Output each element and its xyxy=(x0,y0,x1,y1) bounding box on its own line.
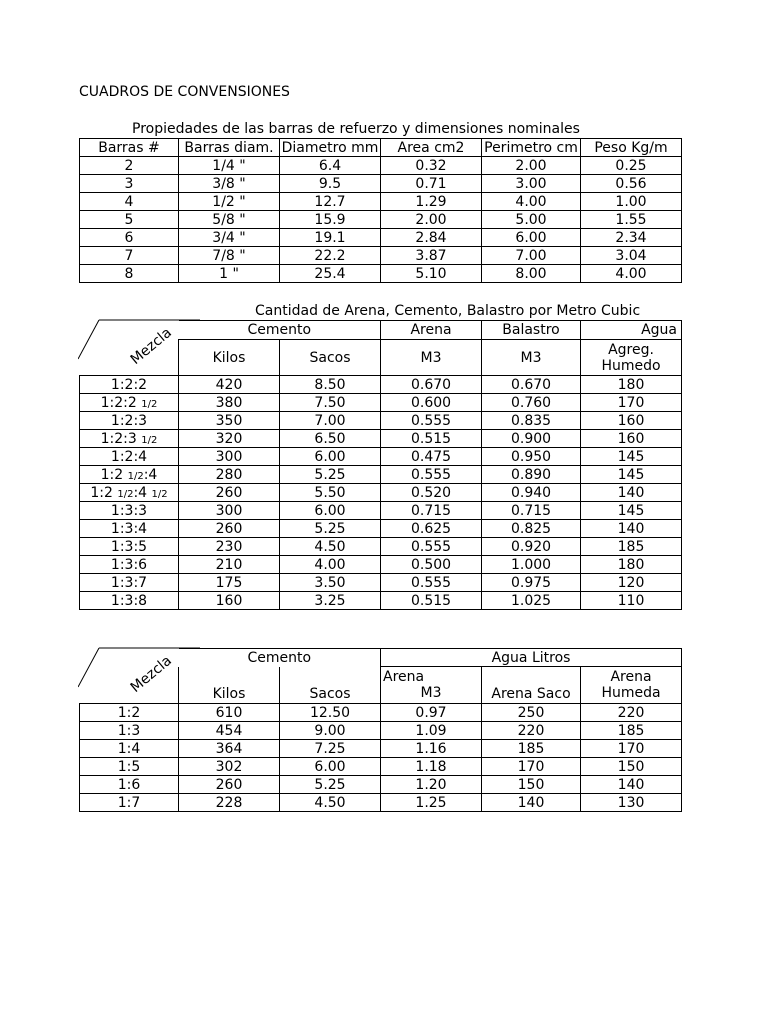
table1-cell: 1/2 " xyxy=(179,193,280,211)
table2-mix-mix: 1:3:5 xyxy=(110,538,148,555)
table2-mix-mix: 1:2 xyxy=(90,484,118,501)
table3-cell: 5.25 xyxy=(280,776,381,794)
table2-sacos-cell: 6.00 xyxy=(280,502,381,520)
table2-arena-cell: 0.500 xyxy=(381,556,482,574)
table1-cell: 7 xyxy=(80,247,179,265)
table2-sacos-cell: 5.25 xyxy=(280,466,381,484)
table2-row xyxy=(80,430,682,448)
table2-sacos-cell: 8.50 xyxy=(280,376,381,394)
table3-sub-sacos: Sacos xyxy=(280,667,381,704)
table2-arena-cell: 0.475 xyxy=(381,448,482,466)
table3-row xyxy=(80,758,682,776)
table3-row xyxy=(80,740,682,758)
table2-mix-frac2: 1/2 xyxy=(151,488,168,500)
table2-mix-cell xyxy=(80,430,179,448)
table3-sub-arena-m3 xyxy=(381,667,482,704)
table2-row xyxy=(80,592,682,610)
table3-cell: 454 xyxy=(179,722,280,740)
table2-group-agua: Agua xyxy=(581,321,682,340)
table2-arena-cell: 0.670 xyxy=(381,376,482,394)
table3-cell: 7.25 xyxy=(280,740,381,758)
table1-cell: 5.00 xyxy=(482,211,581,229)
table2-row xyxy=(80,502,682,520)
table2-mix-mix: 1:3:4 xyxy=(110,520,148,537)
table2-agua-cell: 110 xyxy=(581,592,682,610)
table2-balastro-cell: 0.920 xyxy=(482,538,581,556)
table2-sub-m3-balastro: M3 xyxy=(482,340,581,376)
table1-cell: 3/8 " xyxy=(179,175,280,193)
table2-mix-mix2: :4 xyxy=(143,466,158,483)
table2-mix-mix: 1:2:3 xyxy=(100,430,142,447)
table1-header-cell: Peso Kg/m xyxy=(581,139,682,157)
table2-sub-kilos: Kilos xyxy=(179,340,280,376)
table1-cell: 6.00 xyxy=(482,229,581,247)
table2-mezcla-label: Mezcla xyxy=(127,324,175,368)
table1-cell: 25.4 xyxy=(280,265,381,283)
table3-cell: 170 xyxy=(482,758,581,776)
table2-arena-cell: 0.600 xyxy=(381,394,482,412)
table1-cell: 2.00 xyxy=(482,157,581,175)
table2-row xyxy=(80,466,682,484)
table1-cell: 3 xyxy=(80,175,179,193)
table1-cell: 0.25 xyxy=(581,157,682,175)
table2-mix-mix: 1:2 xyxy=(100,466,128,483)
table2-mix-mix: 1:3:3 xyxy=(110,502,148,519)
table3-cell: 260 xyxy=(179,776,280,794)
table2-agua-cell: 145 xyxy=(581,502,682,520)
table2-mix-cell xyxy=(80,484,179,502)
table2-sacos-cell: 3.50 xyxy=(280,574,381,592)
table1-cell: 0.56 xyxy=(581,175,682,193)
table1-cell: 19.1 xyxy=(280,229,381,247)
table1-cell: 1.55 xyxy=(581,211,682,229)
table3-cell: 140 xyxy=(581,776,682,794)
table3-cell: 1:3 xyxy=(80,722,179,740)
table2-balastro-cell: 0.715 xyxy=(482,502,581,520)
table1-cell: 0.71 xyxy=(381,175,482,193)
table2-kilos-cell: 280 xyxy=(179,466,280,484)
table2-mix-mix: 1:2:2 xyxy=(110,376,148,393)
table1-header-cell: Area cm2 xyxy=(381,139,482,157)
table3-cell: 170 xyxy=(581,740,682,758)
table2-sub-agreg-humedo xyxy=(581,340,682,376)
table3-cell: 1:4 xyxy=(80,740,179,758)
table2-agua-cell: 180 xyxy=(581,556,682,574)
table3-cell: 228 xyxy=(179,794,280,812)
table2-agua-cell: 145 xyxy=(581,448,682,466)
table3-cell: 1.16 xyxy=(381,740,482,758)
table2-mix-mix: 1:3:8 xyxy=(110,592,148,609)
table2-arena-cell: 0.555 xyxy=(381,466,482,484)
table2-mix-cell xyxy=(80,502,179,520)
table2-balastro-cell: 0.825 xyxy=(482,520,581,538)
table1-cell: 7/8 " xyxy=(179,247,280,265)
table1-cell: 8.00 xyxy=(482,265,581,283)
table1-cell: 12.7 xyxy=(280,193,381,211)
table1-cell: 3.00 xyxy=(482,175,581,193)
table1-row xyxy=(80,175,682,193)
document-title: CUADROS DE CONVENSIONES xyxy=(79,84,290,100)
table1-cell: 6.4 xyxy=(280,157,381,175)
table1-cell: 2.00 xyxy=(381,211,482,229)
table3-cell: 610 xyxy=(179,704,280,722)
table3-cell: 0.97 xyxy=(381,704,482,722)
table1-header-row xyxy=(80,139,682,157)
table1-cell: 2 xyxy=(80,157,179,175)
table2-arena-cell: 0.555 xyxy=(381,412,482,430)
table1-cell: 1.00 xyxy=(581,193,682,211)
table2-row xyxy=(80,484,682,502)
table2-mix-frac: 1/2 xyxy=(127,470,144,482)
table1-row xyxy=(80,193,682,211)
table3-sub-arena-saco: Arena Saco xyxy=(482,667,581,704)
table2-agua-cell: 160 xyxy=(581,430,682,448)
table2-arena-cell: 0.715 xyxy=(381,502,482,520)
table2-group-cemento: Cemento xyxy=(179,321,381,340)
table1-header-cell: Perimetro cm xyxy=(482,139,581,157)
table1-cell: 3.87 xyxy=(381,247,482,265)
table2-balastro-cell: 0.835 xyxy=(482,412,581,430)
table3-cell: 6.00 xyxy=(280,758,381,776)
table1-row xyxy=(80,229,682,247)
table3-cell: 250 xyxy=(482,704,581,722)
table3-mezcla-label: Mezcla xyxy=(127,652,175,696)
table2-sub-agreg-line1: Agreg. xyxy=(608,341,654,358)
table2-kilos-cell: 210 xyxy=(179,556,280,574)
table2-mix-frac: 1/2 xyxy=(141,398,158,410)
table2-mix-mix: 1:2:2 xyxy=(100,394,142,411)
table1-cell: 1/4 " xyxy=(179,157,280,175)
table1-cell: 9.5 xyxy=(280,175,381,193)
table1-cell: 3.04 xyxy=(581,247,682,265)
table3-group-agua: Agua Litros xyxy=(381,649,682,667)
table2-agua-cell: 185 xyxy=(581,538,682,556)
table1-caption: Propiedades de las barras de refuerzo y dimensiones nominales xyxy=(132,121,580,137)
table2-mix-mix: 1:3:7 xyxy=(110,574,148,591)
table1-cell: 0.32 xyxy=(381,157,482,175)
table2-kilos-cell: 160 xyxy=(179,592,280,610)
table2-arena-cell: 0.625 xyxy=(381,520,482,538)
table2-sub-sacos: Sacos xyxy=(280,340,381,376)
table1-cell: 4.00 xyxy=(581,265,682,283)
table2-agua-cell: 160 xyxy=(581,412,682,430)
table2-sacos-cell: 4.50 xyxy=(280,538,381,556)
table3-cell: 1.20 xyxy=(381,776,482,794)
table2-row xyxy=(80,520,682,538)
table1-header-cell: Barras diam. xyxy=(179,139,280,157)
table1-row xyxy=(80,157,682,175)
table2-balastro-cell: 0.760 xyxy=(482,394,581,412)
table2-sacos-cell: 6.00 xyxy=(280,448,381,466)
table1-cell: 1 " xyxy=(179,265,280,283)
table2-mix-cell xyxy=(80,412,179,430)
table1-cell: 5 xyxy=(80,211,179,229)
table2-sacos-cell: 7.00 xyxy=(280,412,381,430)
table2-kilos-cell: 350 xyxy=(179,412,280,430)
table1-cell: 7.00 xyxy=(482,247,581,265)
table2-balastro-cell: 1.025 xyxy=(482,592,581,610)
table1-row xyxy=(80,247,682,265)
table2-kilos-cell: 175 xyxy=(179,574,280,592)
table3-cell: 150 xyxy=(482,776,581,794)
table2-caption: Cantidad de Arena, Cemento, Balastro por Metro Cubic xyxy=(255,303,641,319)
table1-row xyxy=(80,265,682,283)
table3-sub-arena-m3-line2: M3 xyxy=(420,685,442,701)
mortar-quantities-table xyxy=(79,648,682,812)
table1-cell: 5/8 " xyxy=(179,211,280,229)
table3-cell: 130 xyxy=(581,794,682,812)
table1-cell: 2.84 xyxy=(381,229,482,247)
table2-kilos-cell: 230 xyxy=(179,538,280,556)
table2-sub-m3-arena: M3 xyxy=(381,340,482,376)
table2-kilos-cell: 300 xyxy=(179,448,280,466)
table3-sub-arena-humeda xyxy=(581,667,682,704)
table2-sacos-cell: 5.50 xyxy=(280,484,381,502)
table2-kilos-cell: 420 xyxy=(179,376,280,394)
table3-row xyxy=(80,722,682,740)
table3-row xyxy=(80,704,682,722)
table2-sub-agreg-line2: Humedo xyxy=(601,357,661,374)
table2-balastro-cell: 0.890 xyxy=(482,466,581,484)
table3-cell: 140 xyxy=(482,794,581,812)
table2-mix-cell xyxy=(80,394,179,412)
table2-row xyxy=(80,574,682,592)
table2-mix-cell xyxy=(80,538,179,556)
table1-cell: 4 xyxy=(80,193,179,211)
table2-arena-cell: 0.520 xyxy=(381,484,482,502)
table1-cell: 8 xyxy=(80,265,179,283)
table2-mix-cell xyxy=(80,448,179,466)
table2-row xyxy=(80,376,682,394)
table2-kilos-cell: 300 xyxy=(179,502,280,520)
table1-cell: 6 xyxy=(80,229,179,247)
table2-row xyxy=(80,394,682,412)
table1-header-cell: Diametro mm xyxy=(280,139,381,157)
table3-sub-arena-humeda-line1: Arena xyxy=(610,669,652,685)
table2-sacos-cell: 7.50 xyxy=(280,394,381,412)
table2-balastro-cell: 0.950 xyxy=(482,448,581,466)
table2-kilos-cell: 260 xyxy=(179,520,280,538)
mix-quantities-table xyxy=(79,320,682,610)
table1-cell: 2.34 xyxy=(581,229,682,247)
table2-arena-cell: 0.515 xyxy=(381,430,482,448)
table1-row xyxy=(80,211,682,229)
table3-sub-arena-humeda-line2: Humeda xyxy=(601,685,661,701)
table2-group-balastro: Balastro xyxy=(482,321,581,340)
table2-mix-frac: 1/2 xyxy=(117,488,134,500)
table2-row xyxy=(80,412,682,430)
table2-mix-frac: 1/2 xyxy=(141,434,158,446)
table3-row xyxy=(80,794,682,812)
table3-cell: 150 xyxy=(581,758,682,776)
table2-arena-cell: 0.555 xyxy=(381,538,482,556)
table2-corner-cell xyxy=(80,321,179,376)
table1-cell: 4.00 xyxy=(482,193,581,211)
table2-mix-cell xyxy=(80,574,179,592)
table3-corner-cell xyxy=(80,649,179,704)
table3-cell: 220 xyxy=(581,704,682,722)
table2-balastro-cell: 0.940 xyxy=(482,484,581,502)
table3-sub-arena-m3-line1: Arena xyxy=(383,669,425,685)
table2-sacos-cell: 3.25 xyxy=(280,592,381,610)
table3-cell: 12.50 xyxy=(280,704,381,722)
table1-cell: 3/4 " xyxy=(179,229,280,247)
table2-agua-cell: 140 xyxy=(581,484,682,502)
table3-cell: 220 xyxy=(482,722,581,740)
table2-agua-cell: 140 xyxy=(581,520,682,538)
table3-row xyxy=(80,776,682,794)
table3-cell: 1:5 xyxy=(80,758,179,776)
table3-cell: 1.09 xyxy=(381,722,482,740)
table3-cell: 302 xyxy=(179,758,280,776)
table1-cell: 1.29 xyxy=(381,193,482,211)
table3-cell: 4.50 xyxy=(280,794,381,812)
table2-mix-cell xyxy=(80,466,179,484)
table2-sacos-cell: 5.25 xyxy=(280,520,381,538)
table2-balastro-cell: 1.000 xyxy=(482,556,581,574)
table2-arena-cell: 0.515 xyxy=(381,592,482,610)
table1-cell: 15.9 xyxy=(280,211,381,229)
table2-row xyxy=(80,556,682,574)
table2-mix-cell xyxy=(80,376,179,394)
table2-kilos-cell: 380 xyxy=(179,394,280,412)
table2-agua-cell: 145 xyxy=(581,466,682,484)
table3-cell: 1:2 xyxy=(80,704,179,722)
table2-agua-cell: 180 xyxy=(581,376,682,394)
table1-header-cell: Barras # xyxy=(80,139,179,157)
table2-mix-mix: 1:3:6 xyxy=(110,556,148,573)
table3-cell: 364 xyxy=(179,740,280,758)
table3-cell: 9.00 xyxy=(280,722,381,740)
table2-mix-cell xyxy=(80,592,179,610)
table3-cell: 1.18 xyxy=(381,758,482,776)
table2-group-arena: Arena xyxy=(381,321,482,340)
table3-sub-kilos: Kilos xyxy=(179,667,280,704)
table1-cell: 22.2 xyxy=(280,247,381,265)
table2-mix-cell xyxy=(80,556,179,574)
table2-agua-cell: 120 xyxy=(581,574,682,592)
table3-cell: 185 xyxy=(581,722,682,740)
table3-group-cemento: Cemento xyxy=(179,649,381,667)
table2-arena-cell: 0.555 xyxy=(381,574,482,592)
bar-properties-table xyxy=(79,138,682,283)
table2-balastro-cell: 0.670 xyxy=(482,376,581,394)
table2-balastro-cell: 0.975 xyxy=(482,574,581,592)
table2-row xyxy=(80,448,682,466)
table3-cell: 1.25 xyxy=(381,794,482,812)
table2-mix-cell xyxy=(80,520,179,538)
table2-kilos-cell: 260 xyxy=(179,484,280,502)
table2-balastro-cell: 0.900 xyxy=(482,430,581,448)
table2-sacos-cell: 4.00 xyxy=(280,556,381,574)
table2-sacos-cell: 6.50 xyxy=(280,430,381,448)
table1-cell: 5.10 xyxy=(381,265,482,283)
table2-kilos-cell: 320 xyxy=(179,430,280,448)
table2-mix-mix: 1:2:4 xyxy=(110,448,148,465)
table2-agua-cell: 170 xyxy=(581,394,682,412)
table3-cell: 1:6 xyxy=(80,776,179,794)
table2-row xyxy=(80,538,682,556)
table2-mix-mix2: :4 xyxy=(133,484,152,501)
table3-cell: 1:7 xyxy=(80,794,179,812)
table2-mix-mix: 1:2:3 xyxy=(110,412,148,429)
table3-cell: 185 xyxy=(482,740,581,758)
